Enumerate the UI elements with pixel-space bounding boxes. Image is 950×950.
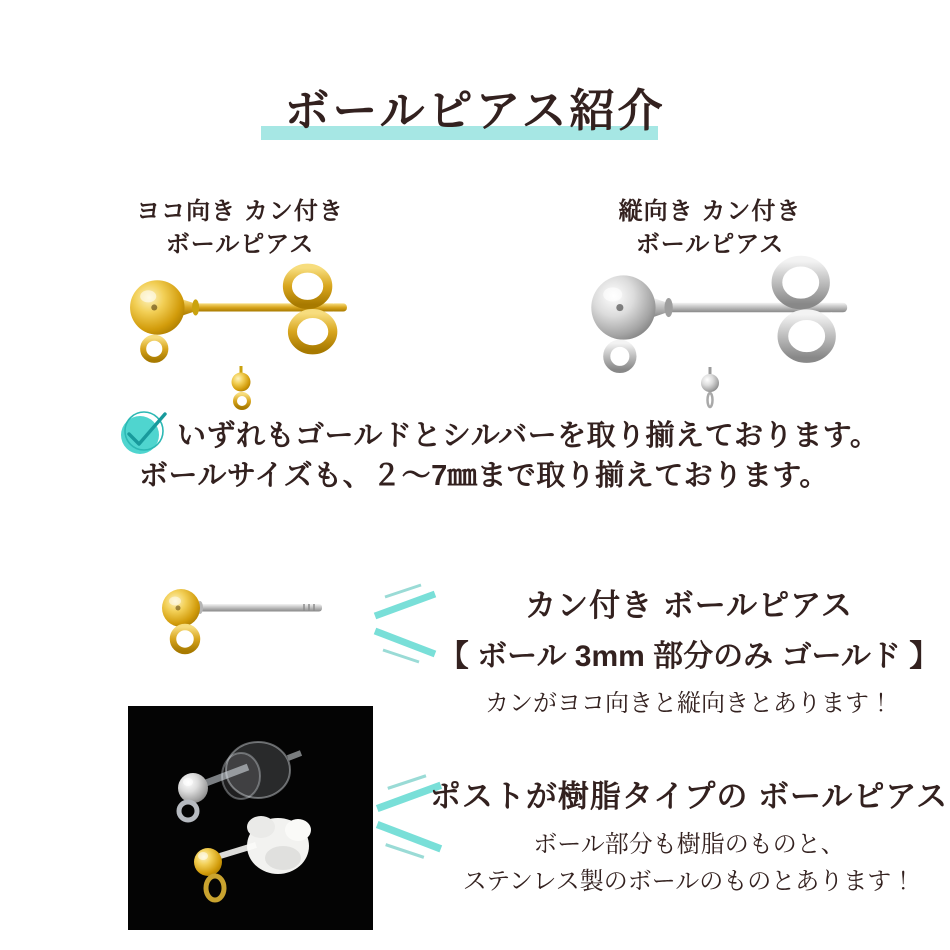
product-label-line: 縦向き カン付き	[618, 198, 802, 225]
section-heading: ポストが樹脂タイプの ボールピアス	[429, 779, 949, 814]
section-caption: ステンレス製のボールのものとあります！	[462, 868, 916, 895]
product-label-tate	[550, 195, 870, 261]
resin-earrings-photo	[128, 706, 373, 930]
check-icon	[118, 408, 170, 456]
section-caption: ボール部分も樹脂のものと、	[533, 831, 845, 858]
product-label-line: ボールピアス	[635, 231, 785, 258]
small-silver-ball-image	[692, 354, 728, 414]
note-line-2: ボールサイズも、２～7㎜まで取り揃えております。	[139, 460, 829, 492]
page-title: ボールピアス紹介	[284, 85, 666, 136]
gold-earring-image	[124, 262, 356, 363]
product-label-yoko	[80, 195, 400, 261]
gold-ball-steel-post-image	[158, 584, 330, 662]
section-resin-text	[428, 771, 950, 896]
section-heading: カン付き ボールピアス	[525, 588, 853, 623]
note-line-1: いずれもゴールドとシルバーを取り揃えております。	[177, 420, 880, 452]
section-caption: カンがヨコ向きと縦向きとあります！	[485, 690, 893, 717]
section-subheading: 【 ボール 3mm 部分のみ ゴールド 】	[438, 640, 940, 673]
section-gold-ball-text	[428, 580, 950, 718]
small-gold-ball-image	[222, 352, 260, 414]
product-label-line: ボールピアス	[165, 231, 315, 258]
product-label-line: ヨコ向き カン付き	[136, 198, 344, 225]
